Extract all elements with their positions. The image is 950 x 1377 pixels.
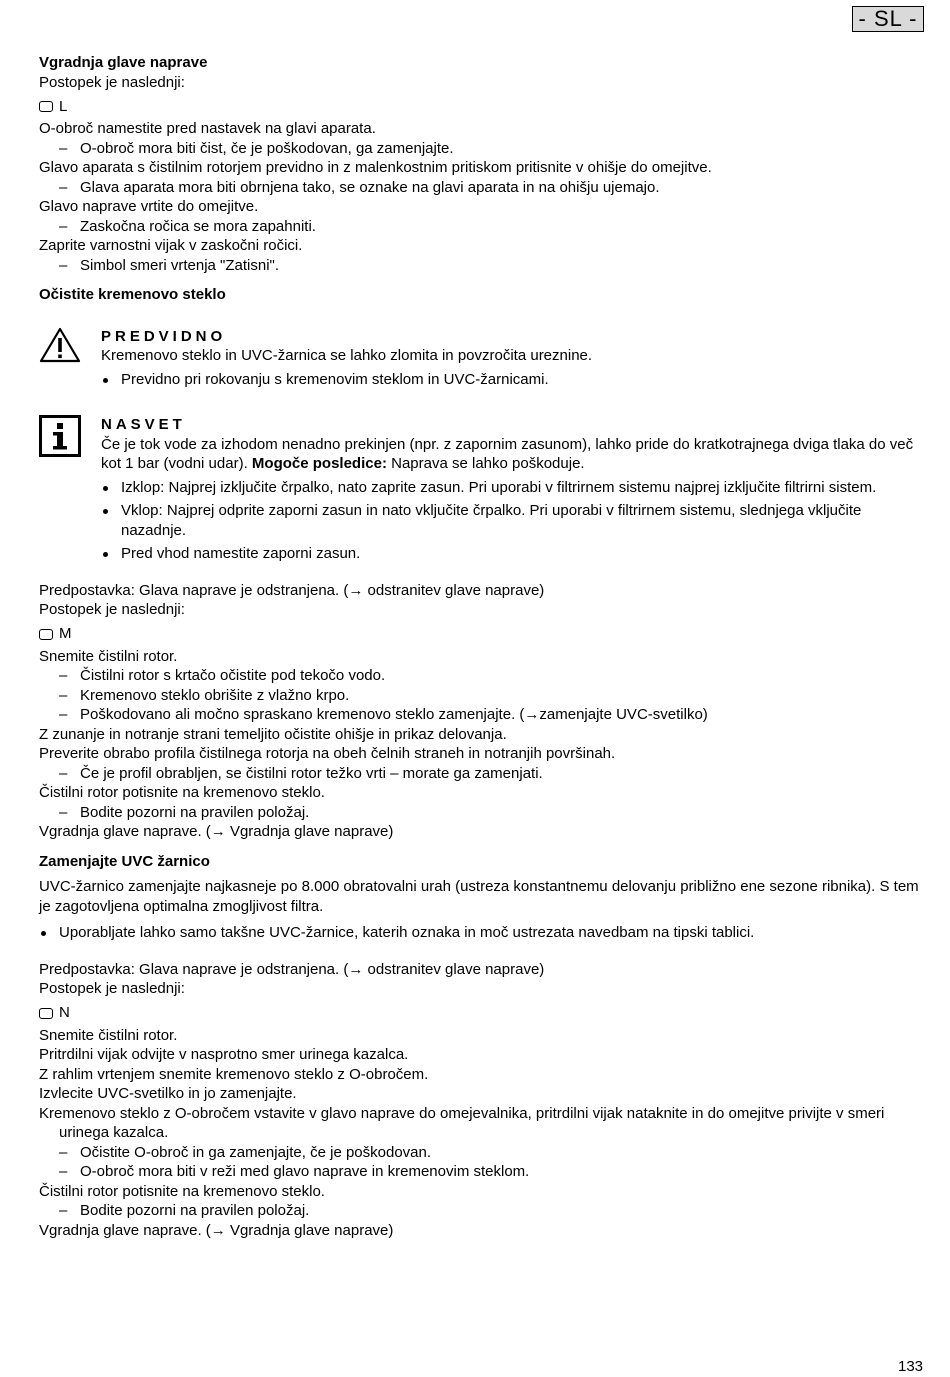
substep: – Očistite O-obroč in ga zamenjajte, če je poškodovan. xyxy=(39,1143,919,1163)
info-icon xyxy=(39,415,81,457)
paragraph: UVC-žarnico zamenjajte najkasneje po 8.000 obratovalni urah (ustreza konstantnemu delovanju približno ene sezone ribnika). S tem je zagotovljena optimalna zmogljivost filtra. xyxy=(39,878,919,915)
step: Preverite obrabo profila čistilnega rotorja na obeh čelnih straneh in notranjih površinah. xyxy=(39,745,616,762)
step: Čistilni rotor potisnite na kremenovo steklo. xyxy=(39,784,325,801)
figure-reference xyxy=(39,622,919,647)
caution-text: Kremenovo steklo in UVC-žarnica se lahko zlomita in povzročita ureznine. xyxy=(101,347,593,364)
caution-notice xyxy=(39,327,919,390)
procedure-intro: Postopek je naslednji: xyxy=(39,980,185,997)
document-body xyxy=(39,53,919,1240)
substep: – Čistilni rotor s krtačo očistite pod tekočo vodo. xyxy=(39,666,919,686)
step: Snemite čistilni rotor. xyxy=(39,647,178,665)
step: Z zunanje in notranje strani temeljito očistite ohišje in prikaz delovanja. xyxy=(39,725,507,743)
procedure-intro: Postopek je naslednji: xyxy=(39,73,185,91)
consequence-label: Mogoče posledice: xyxy=(251,455,387,472)
tip-text xyxy=(101,435,919,474)
step: Vgradnja glave naprave. (→ Vgradnja glave naprave) xyxy=(39,823,394,840)
substep: – Bodite pozorni na pravilen položaj. xyxy=(39,1201,919,1221)
figure-icon xyxy=(39,1008,53,1019)
section-title-install-head: Vgradnja glave naprave xyxy=(39,54,208,71)
step: Z rahlim vrtenjem snemite kremenovo steklo z O-obročem. xyxy=(39,1065,429,1083)
step: Izvlecite UVC-svetilko in jo zamenjajte. xyxy=(39,1085,297,1102)
step: Glavo naprave vrtite do omejitve. xyxy=(39,198,259,215)
figure-label: N xyxy=(59,1004,70,1022)
tip-bullet: Pred vhod namestite zaporni zasun. xyxy=(101,544,919,564)
step: Glavo aparata s čistilnim rotorjem previdno in z malenkostnim pritiskom pritisnite v ohišje do omejitve. xyxy=(39,159,712,176)
caution-title: PREDVIDNO xyxy=(101,327,227,345)
substep: – Simbol smeri vrtenja "Zatisni". xyxy=(39,256,919,276)
substep: – Bodite pozorni na pravilen položaj. xyxy=(39,803,919,823)
step: Vgradnja glave naprave. (→ Vgradnja glave naprave) xyxy=(39,1221,394,1239)
figure-label: M xyxy=(59,625,72,643)
step: Zaprite varnostni vijak v zaskočni ročici. xyxy=(39,237,303,254)
caution-bullet: Previdno pri rokovanju s kremenovim steklom in UVC-žarnicami. xyxy=(101,370,919,390)
step: Kremenovo steklo z O-obročem vstavite v glavo naprave do omejevalnika, pritrdilni vijak nataknite in do omejitve privijte v smeri urinega kazalca. xyxy=(39,1104,885,1141)
precondition: Predpostavka: Glava naprave je odstranjena. (→ odstranitev glave naprave) xyxy=(39,581,545,599)
warning-triangle-icon xyxy=(39,327,81,363)
substep: – Kremenovo steklo obrišite z vlažno krpo. xyxy=(39,686,919,706)
language-badge: - SL - xyxy=(852,6,924,32)
step: O-obroč namestite pred nastavek na glavi aparata. xyxy=(39,120,376,137)
section-title-clean-quartz: Očistite kremenovo steklo xyxy=(39,286,226,303)
page-number: 133 xyxy=(898,1358,924,1375)
procedure-intro: Postopek je naslednji: xyxy=(39,601,185,618)
consequence-text: Naprava se lahko poškoduje. xyxy=(391,455,585,472)
figure-reference xyxy=(39,94,919,119)
section-title-replace-uvc: Zamenjajte UVC žarnico xyxy=(39,852,210,870)
step: Pritrdilni vijak odvijte v nasprotno smer urinega kazalca. xyxy=(39,1046,409,1063)
step: Snemite čistilni rotor. xyxy=(39,1026,178,1044)
tip-bullet: Vklop: Najprej odprite zaporni zasun in nato vključite črpalko. Pri uporabi v filtrirnem sistemu, slednjega vključite nazadnje. xyxy=(101,501,919,540)
substep: – Glava aparata mora biti obrnjena tako, se oznake na glavi aparata in na ohišju ujemajo. xyxy=(39,178,919,198)
tip-text-body: Če je tok vode za izhodom nenadno prekinjen (npr. z zapornim zasunom), lahko pride do kratkotrajnega dviga tlaka do več kot 1 bar (vodni udar). xyxy=(101,435,914,472)
figure-label: L xyxy=(59,97,68,115)
figure-reference xyxy=(39,1001,919,1026)
precondition: Predpostavka: Glava naprave je odstranjena. (→ odstranitev glave naprave) xyxy=(39,960,545,978)
substep: – Poškodovano ali močno spraskano kremenovo steklo zamenjajte. (→zamenjajte UVC-svetilko) xyxy=(39,705,919,725)
bullet: Uporabljate lahko samo takšne UVC-žarnice, katerih oznaka in moč ustrezata navedbam na tipski tablici. xyxy=(39,923,919,943)
figure-icon xyxy=(39,629,53,640)
substep: – Zaskočna ročica se mora zapahniti. xyxy=(39,217,919,237)
figure-icon xyxy=(39,101,53,112)
tip-bullet: Izklop: Najprej izključite črpalko, nato zaprite zasun. Pri uporabi v filtrirnem sistemu najprej izključite filtrirni sistem. xyxy=(101,478,919,498)
tip-notice xyxy=(39,415,919,564)
substep: – O-obroč mora biti čist, če je poškodovan, ga zamenjajte. xyxy=(39,139,919,159)
step: Čistilni rotor potisnite na kremenovo steklo. xyxy=(39,1182,325,1200)
substep: – Če je profil obrabljen, se čistilni rotor težko vrti – morate ga zamenjati. xyxy=(39,764,919,784)
tip-title: NASVET xyxy=(101,416,186,433)
substep: – O-obroč mora biti v reži med glavo naprave in kremenovim steklom. xyxy=(39,1162,919,1182)
